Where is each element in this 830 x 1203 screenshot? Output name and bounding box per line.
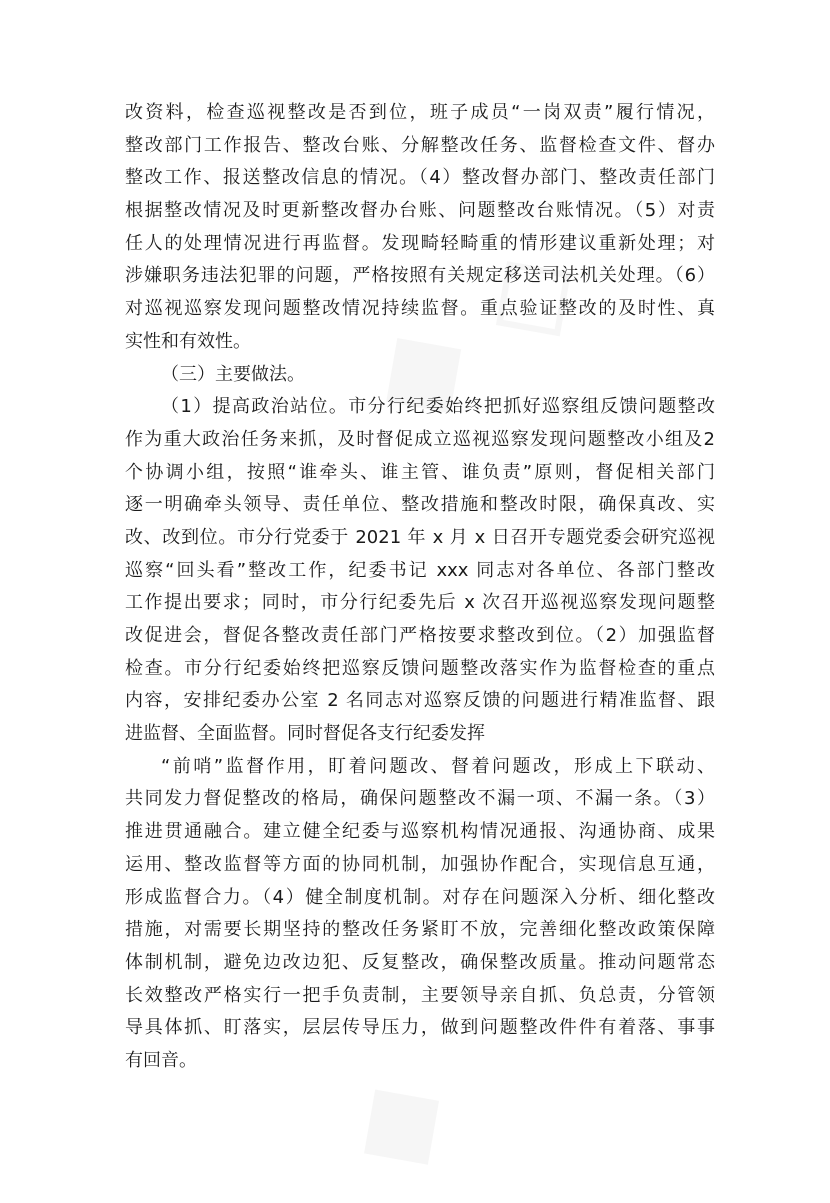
text-line: （三）主要做法。 (161, 363, 305, 385)
text-line: 根据整改情况及时更新整改督办台账、问题整改台账情况。（5）对责 (125, 200, 715, 222)
text-line: 导具体抓、盯落实，层层传导压力，做到问题整改件件有着落、事事 (125, 1017, 715, 1039)
text-line: 逐一明确牵头领导、责任单位、整改措施和整改时限，确保真改、实 (125, 494, 715, 516)
text-line: 体制机制，避免边改边犯、反复整改，确保整改质量。推动问题常态 (125, 951, 715, 973)
text-line: 整改部门工作报告、整改台账、分解整改任务、监督检查文件、督办 (125, 134, 715, 156)
text-line: 改资料，检查巡视整改是否到位，班子成员“一岗双责”履行情况， (125, 102, 715, 123)
text-line: 巡察“回头看”整改工作，纪委书记 xxx 同志对各单位、各部门整改 (125, 559, 715, 581)
text-line: 工作提出要求；同时，市分行纪委先后 x 次召开巡视巡察发现问题整 (125, 592, 715, 614)
text-line: 措施，对需要长期坚持的整改任务紧盯不放，完善细化整改政策保障 (125, 919, 715, 941)
text-line: 任人的处理情况进行再监督。发现畸轻畸重的情形建议重新处理；对 (125, 232, 715, 254)
text-line: 改促进会，督促各整改责任部门严格按要求整改到位。（2）加强监督 (125, 625, 715, 646)
text-line: 推进贯通融合。建立健全纪委与巡察机构情况通报、沟通协商、成果 (125, 821, 715, 843)
text-line: 作为重大政治任务来抓，及时督促成立巡视巡察发现问题整改小组及2 (125, 428, 715, 450)
text-line: 个协调小组，按照“谁牵头、谁主管、谁负责”原则，督促相关部门 (125, 461, 715, 483)
text-line: 整改工作、报送整改信息的情况。（4）整改督办部门、整改责任部门 (125, 167, 715, 189)
text-line: 实性和有效性。 (125, 330, 251, 352)
text-line: 共同发力督促整改的格局，确保问题整改不漏一项、不漏一条。（3） (125, 788, 715, 810)
text-line: 涉嫌职务违法犯罪的问题，严格按照有关规定移送司法机关处理。（6） (125, 265, 715, 287)
text-line: 内容，安排纪委办公室 2 名同志对巡察反馈的问题进行精准监督、跟 (125, 690, 715, 712)
text-line: 运用、整改监督等方面的协同机制，加强协作配合，实现信息互通， (125, 853, 715, 875)
text-line: 进监督、全面监督。同时督促各支行纪委发挥 (125, 723, 485, 745)
document-body (125, 97, 715, 1078)
text-line: 检查。市分行纪委始终把巡察反馈问题整改落实作为监督检查的重点 (125, 657, 715, 679)
text-line: 有回音。 (125, 1049, 197, 1071)
text-line: 改、改到位。市分行党委于 2021 年 x 月 x 日召开专题党委会研究巡视 (125, 526, 715, 548)
text-line: “前哨”监督作用，盯着问题改、督着问题改，形成上下联动、 (161, 755, 715, 777)
text-line: 形成监督合力。（4）健全制度机制。对存在问题深入分析、细化整改 (125, 886, 715, 908)
text-line: 长效整改严格实行一把手负责制，主要领导亲自抓、负总责，分管领 (125, 984, 715, 1006)
text-line: （1）提高政治站位。市分行纪委始终把抓好巡察组反馈问题整改 (161, 396, 715, 418)
text-line: 对巡视巡察发现问题整改情况持续监督。重点验证整改的及时性、真 (125, 298, 715, 320)
